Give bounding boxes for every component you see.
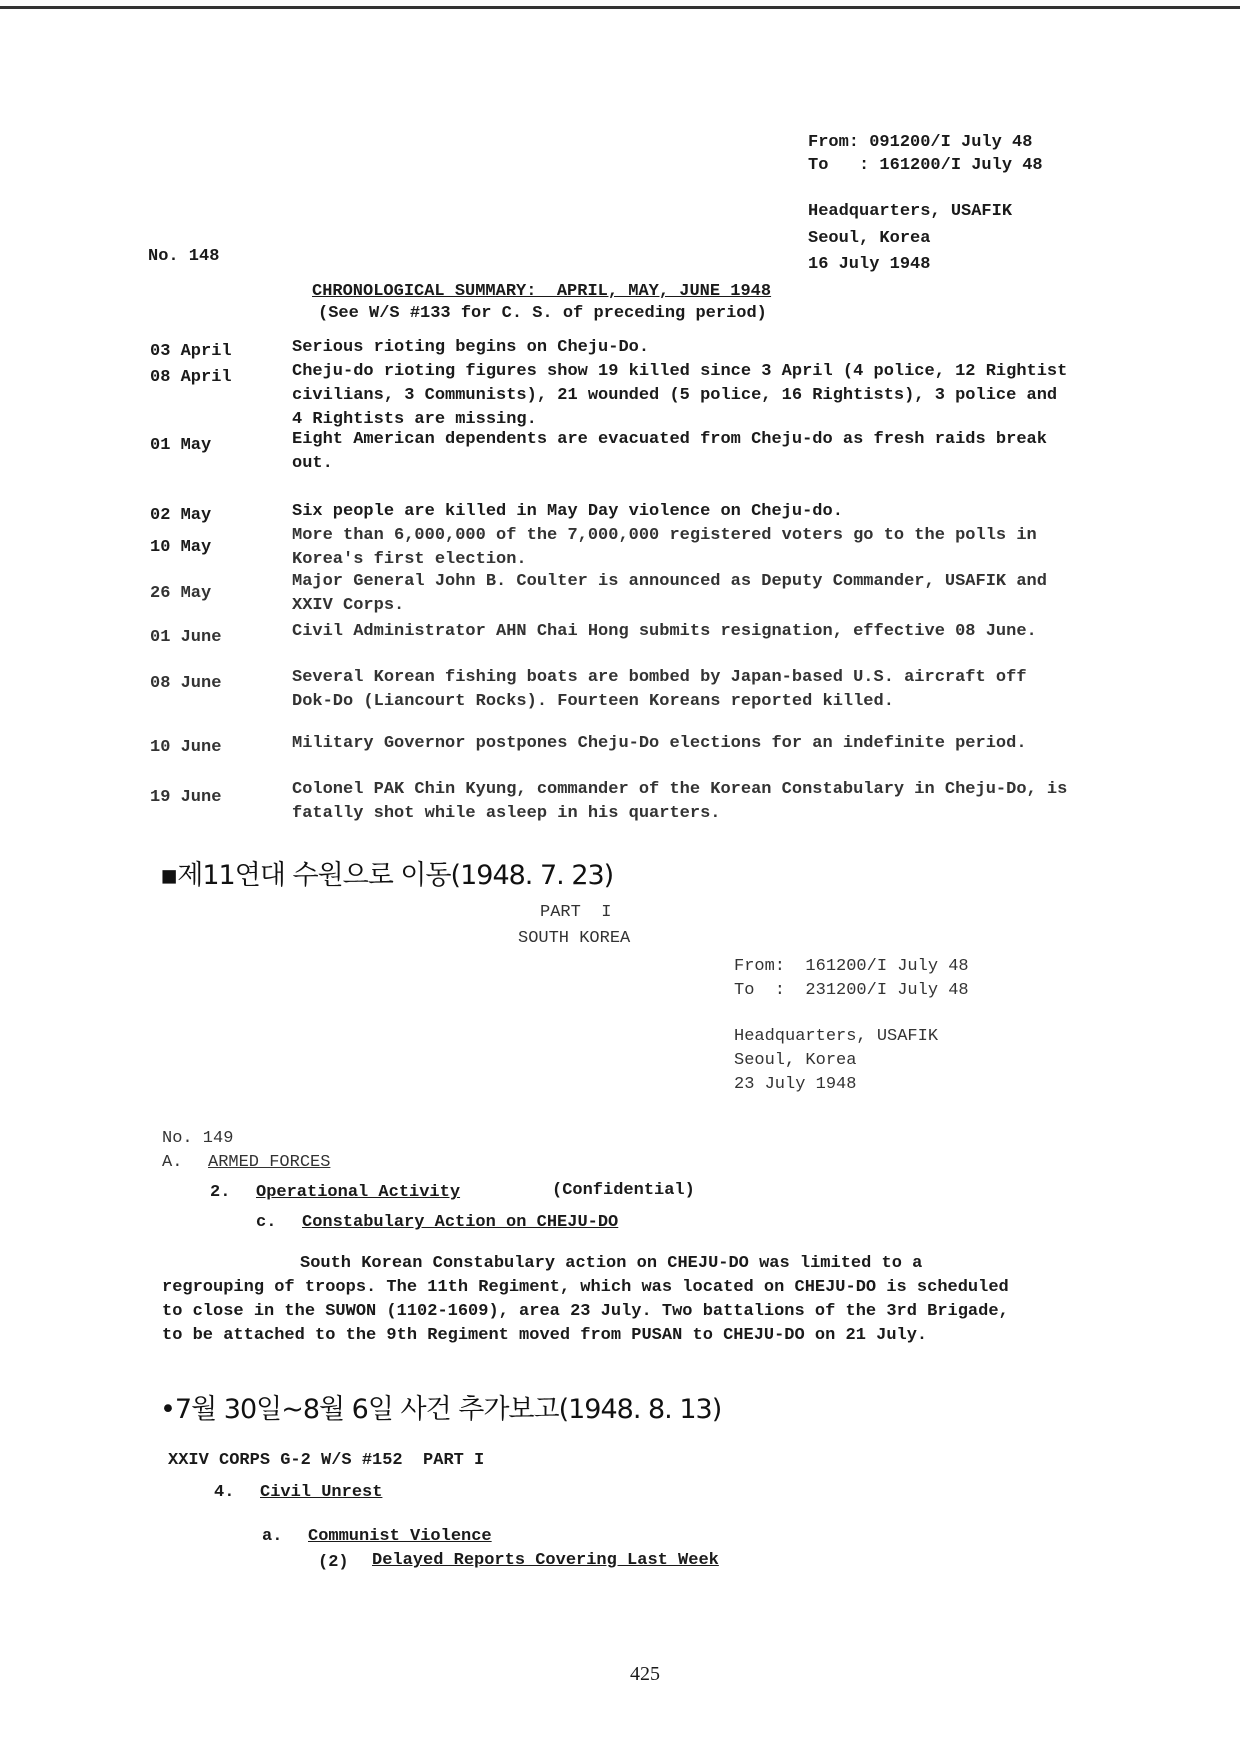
hq-line: Headquarters, USAFIK (734, 1027, 939, 1046)
entry-date: 19 June (150, 788, 222, 807)
item-2-title: Operational Activity (256, 1183, 461, 1202)
report-paragraph: South Korean Constabulary action on CHEJU-DO was limited to a regrouping of troops. The 11th Regiment, which was located on CHEJU-DO is scheduled to close in the SUWON (1102-1609), area 23 July. Two battalions of the 3rd Brigade, to be attached to the 9th Regiment moved from PUSAN to CHEJU-DO on 21 July. (162, 1254, 1009, 1345)
city-line: Seoul, Korea (734, 1051, 857, 1070)
item-c-title: Constabulary Action on CHEJU-DO (302, 1213, 619, 1232)
entry-date: 26 May (150, 584, 212, 603)
entry-text: Major General John B. Coulter is announced as Deputy Commander, USAFIK and XXIV Corps. (292, 572, 1047, 615)
entry-date: 08 April (150, 368, 232, 387)
section-a-title: ARMED FORCES (208, 1153, 331, 1172)
item-2-label: 2. (210, 1183, 231, 1202)
date-line: 16 July 1948 (808, 255, 931, 274)
item-4-label: 4. (214, 1483, 235, 1502)
entry-text: Military Governor postpones Cheju-Do elections for an indefinite period. (292, 734, 1027, 753)
ws-number: No. 149 (162, 1129, 234, 1148)
entry-text: Several Korean fishing boats are bombed by Japan-based U.S. aircraft off Dok-Do (Liancourt Rocks). Fourteen Koreans reported killed. (292, 668, 1027, 711)
item-2-label: (2) (318, 1553, 349, 1572)
entry-text: Colonel PAK Chin Kyung, commander of the Korean Constabulary in Cheju-Do, is fatally shot while asleep in his quarters. (292, 780, 1068, 823)
region-label: SOUTH KOREA (518, 929, 631, 948)
entry-date: 08 June (150, 674, 222, 693)
to-line: To : 161200/I July 48 (808, 156, 1043, 175)
entry-date: 10 June (150, 738, 222, 757)
item-2-title: Delayed Reports Covering Last Week (372, 1551, 719, 1570)
section-a-label: A. (162, 1153, 183, 1172)
ws-number: No. 148 (148, 247, 220, 266)
item-c-label: c. (256, 1213, 277, 1232)
from-line: From: 091200/I July 48 (808, 133, 1033, 152)
classification-label: (Confidential) (552, 1181, 695, 1200)
entry-date: 01 May (150, 436, 212, 455)
item-a-title: Communist Violence (308, 1527, 492, 1546)
section-heading-korean: •7월 30일~8월 6일 사건 추가보고(1948. 8. 13) (160, 1394, 722, 1425)
entry-text: Eight American dependents are evacuated from Cheju-do as fresh raids break out. (292, 430, 1047, 473)
report-title: XXIV CORPS G-2 W/S #152 PART I (168, 1451, 485, 1470)
entry-date: 10 May (150, 538, 212, 557)
from-line: From: 161200/I July 48 (734, 957, 969, 976)
summary-title: CHRONOLOGICAL SUMMARY: APRIL, MAY, JUNE 1948 (312, 282, 772, 301)
entry-text: Civil Administrator AHN Chai Hong submits resignation, effective 08 June. (292, 622, 1037, 641)
to-line: To : 231200/I July 48 (734, 981, 969, 1000)
entry-text: Cheju-do rioting figures show 19 killed since 3 April (4 police, 12 Rightist civilians, 3 Communists), 21 wounded (5 police, 16 Rightists), 3 police and 4 Rightists are missing. (292, 362, 1068, 429)
entry-date: 03 April (150, 342, 232, 361)
entry-text: Serious rioting begins on Cheju-Do. (292, 338, 650, 357)
entry-text: Six people are killed in May Day violence on Cheju-do. (292, 502, 843, 521)
hq-line: Headquarters, USAFIK (808, 202, 1013, 221)
entry-date: 02 May (150, 506, 212, 525)
section-heading-korean: ▪제11연대 수원으로 이동(1948. 7. 23) (160, 860, 614, 891)
summary-subtitle: (See W/S #133 for C. S. of preceding period) (318, 304, 767, 323)
item-a-label: a. (262, 1527, 283, 1546)
entry-text: More than 6,000,000 of the 7,000,000 registered voters go to the polls in Korea's first election. (292, 526, 1037, 569)
date-line: 23 July 1948 (734, 1075, 857, 1094)
scan-top-border (0, 6, 1240, 9)
entry-date: 01 June (150, 628, 222, 647)
page-number: 425 (630, 1663, 660, 1685)
part-label: PART I (540, 903, 612, 922)
item-4-title: Civil Unrest (260, 1483, 383, 1502)
city-line: Seoul, Korea (808, 229, 931, 248)
